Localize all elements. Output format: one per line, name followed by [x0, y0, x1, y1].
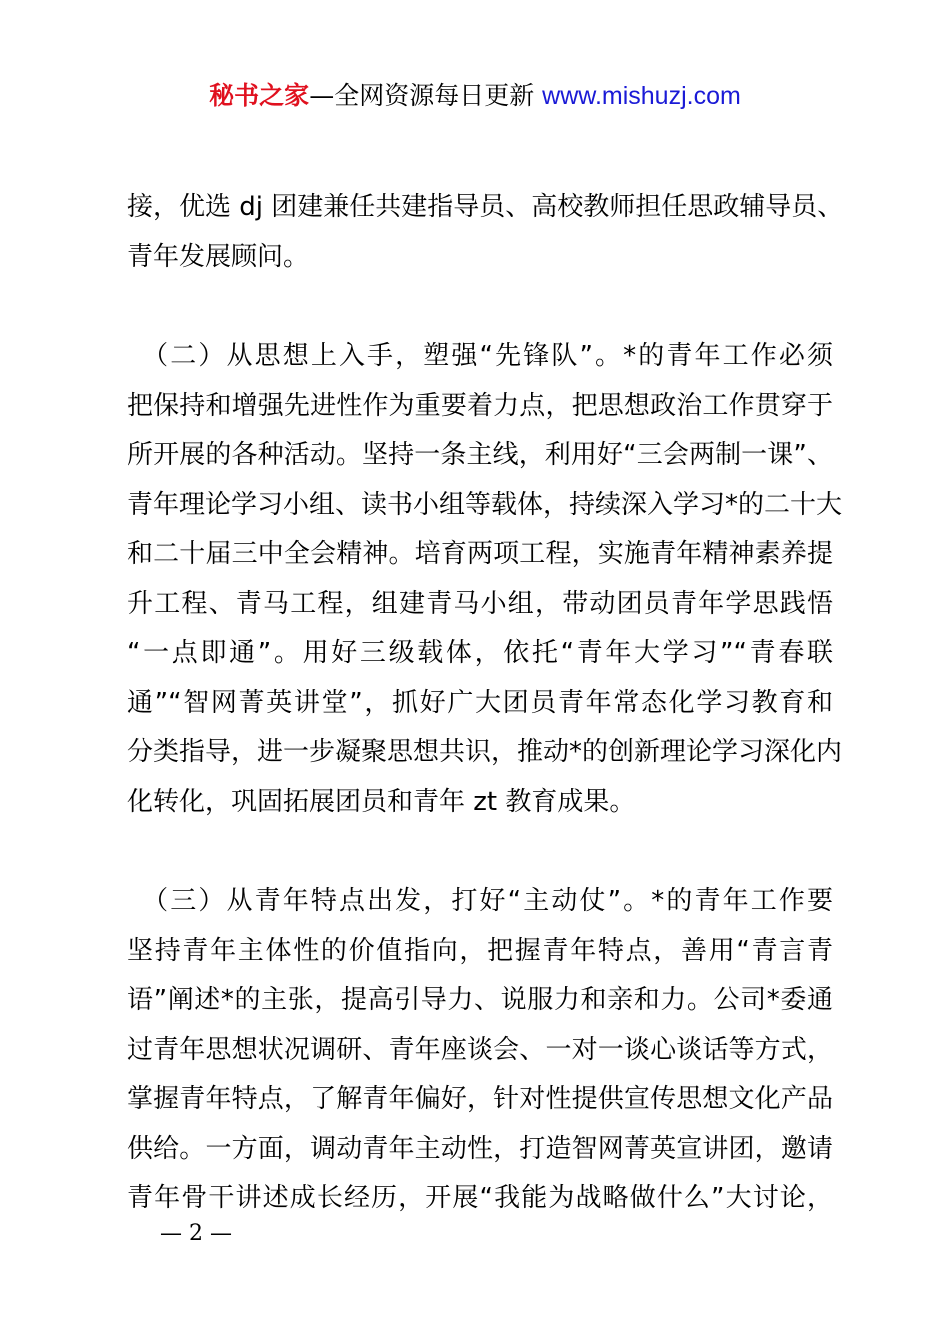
text-line: 过青年思想状况调研、青年座谈会、一对一谈心谈话等方式，	[127, 1034, 833, 1065]
paragraph-2	[127, 332, 843, 827]
site-tagline: —全网资源每日更新	[309, 81, 535, 110]
text-line: 所开展的各种活动。坚持一条主线，利用好“三会两制一课”、	[127, 440, 833, 470]
site-brand: 秘书之家	[209, 81, 310, 110]
text-line: 语”阐述*的主张，提高引导力、说服力和亲和力。公司*委通	[127, 985, 833, 1015]
text-line: 升工程、青马工程，组建青马小组，带动团员青年学思践悟	[127, 588, 833, 619]
text-line: 青年骨干讲述成长经历，开展“我能为战略做什么”大讨论，	[127, 1183, 833, 1213]
site-header	[0, 78, 950, 114]
text-line: “一点即通”。用好三级载体，依托“青年大学习”“青春联	[127, 638, 833, 668]
text-line: 青年发展顾问。	[127, 241, 310, 272]
text-line: 和二十届三中全会精神。培育两项工程，实施青年精神素养提	[127, 539, 833, 569]
text-line: 供给。一方面，调动青年主动性，打造智网菁英宣讲团，邀请	[127, 1133, 833, 1164]
text-line: 把保持和增强先进性作为重要着力点，把思想政治工作贯穿于	[127, 390, 833, 421]
paragraph-3	[127, 877, 833, 1224]
text-line: 掌握青年特点，了解青年偏好，针对性提供宣传思想文化产品	[127, 1084, 833, 1114]
site-url-link[interactable]: www.mishuzj.com	[542, 82, 741, 110]
text-line: （三）从青年特点出发，打好“主动仗”。*的青年工作要	[127, 886, 833, 916]
text-line: 接，优选 dj 团建兼任共建指导员、高校教师担任思政辅导员、	[127, 192, 844, 222]
document-body	[127, 183, 844, 1224]
text-line: 分类指导，进一步凝聚思想共识，推动*的创新理论学习深化内	[127, 737, 843, 767]
text-line: （二）从思想上入手，塑强“先锋队”。*的青年工作必须	[127, 341, 833, 371]
text-line: 通”“智网菁英讲堂”，抓好广大团员青年常态化学习教育和	[127, 687, 833, 718]
text-line: 化转化，巩固拓展团员和青年 zt 教育成果。	[127, 786, 636, 817]
text-line: 坚持青年主体性的价值指向，把握青年特点，善用“青言青	[127, 935, 833, 966]
page-number: — 2 —	[160, 1221, 232, 1246]
paragraph-1	[127, 183, 844, 282]
text-line: 青年理论学习小组、读书小组等载体，持续深入学习*的二十大	[127, 489, 843, 520]
